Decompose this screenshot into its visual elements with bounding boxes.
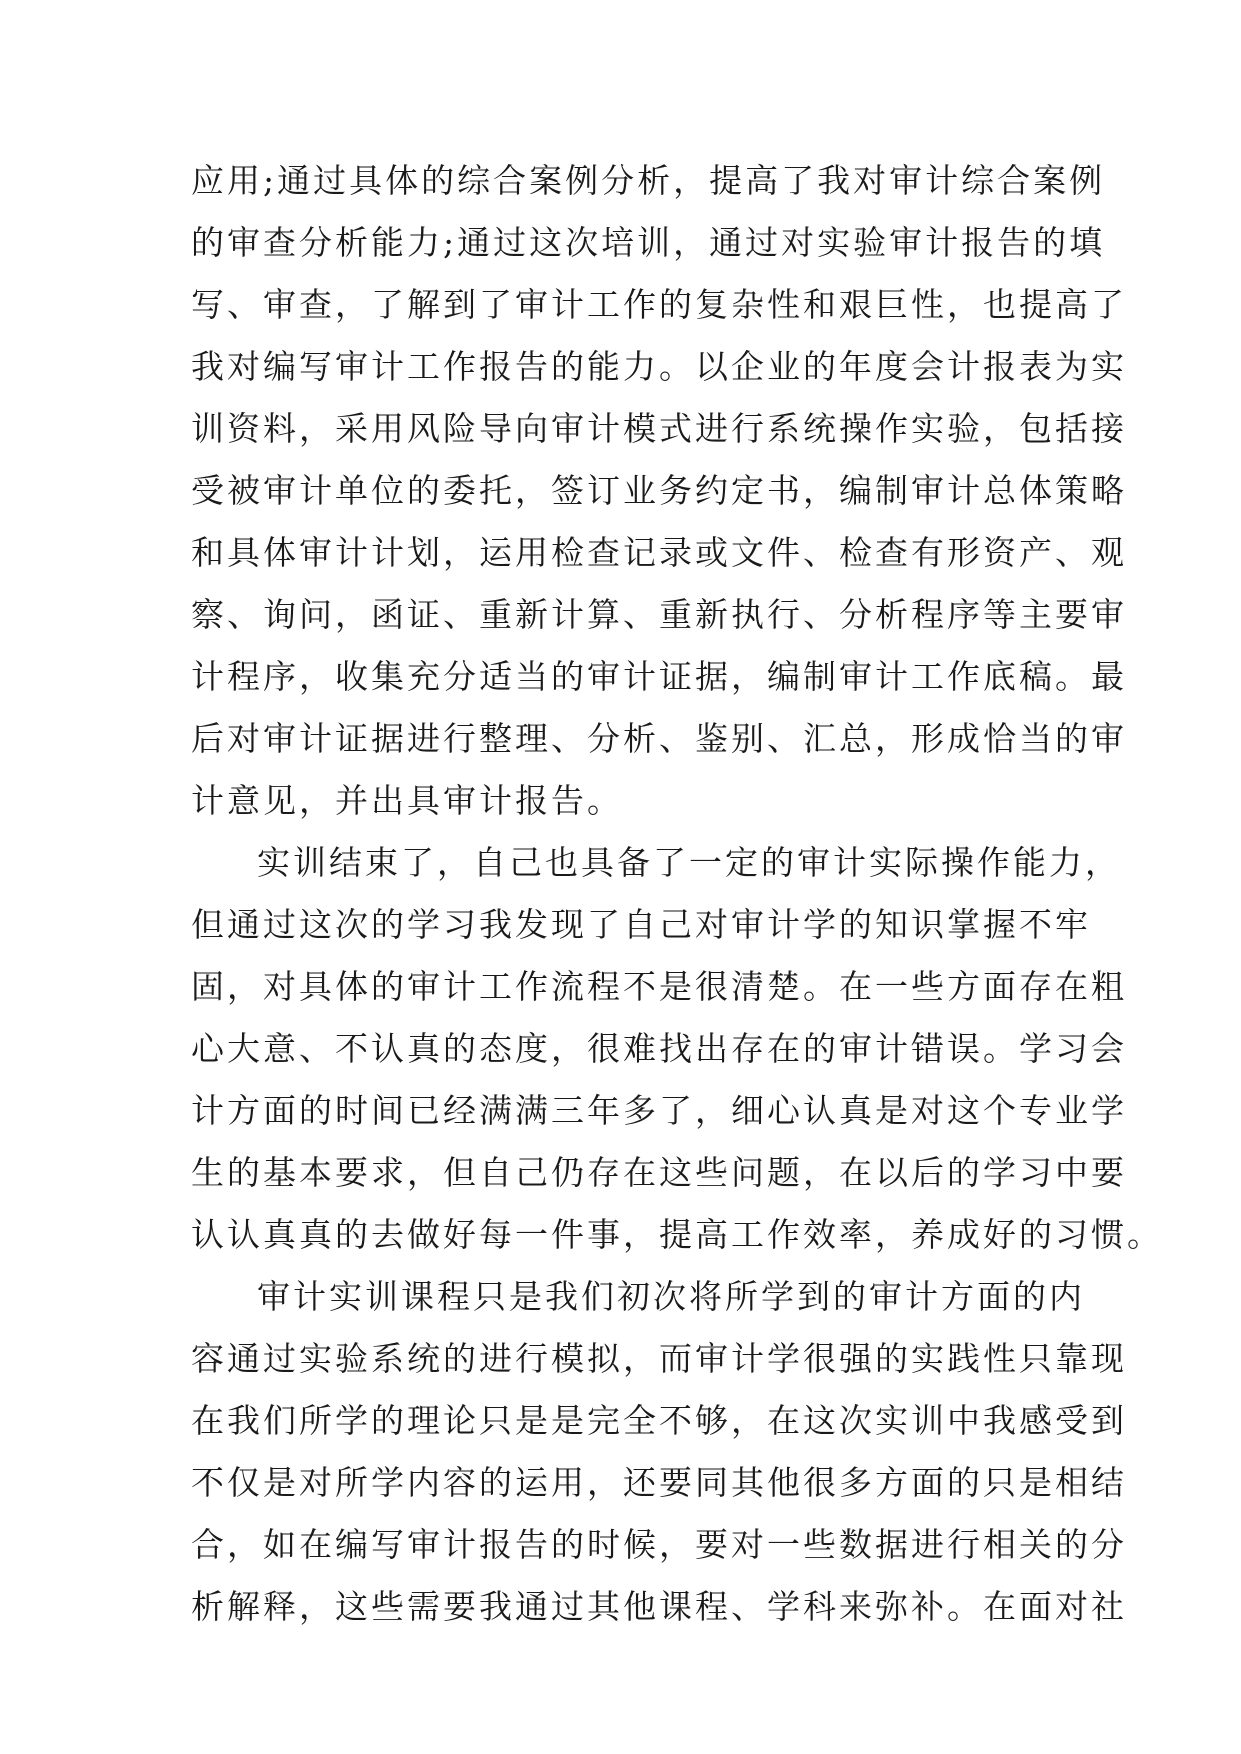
text-line: 实训结束了，自己也具备了一定的审计实际操作能力，: [257, 843, 1121, 882]
text-line: 审计实训课程只是我们初次将所学到的审计方面的内: [257, 1277, 1085, 1316]
text-line: 固，对具体的审计工作流程不是很清楚。在一些方面存在粗: [191, 967, 1127, 1006]
text-line: 后对审计证据进行整理、分析、鉴别、汇总，形成恰当的审: [191, 719, 1127, 758]
text-line: 计意见，并出具审计报告。: [191, 781, 623, 820]
text-line: 写、审查，了解到了审计工作的复杂性和艰巨性，也提高了: [191, 285, 1127, 324]
text-line: 认认真真的去做好每一件事，提高工作效率，养成好的习惯。: [191, 1215, 1163, 1254]
text-line: 析解释，这些需要我通过其他课程、学科来弥补。在面对社: [191, 1587, 1127, 1626]
text-line: 我对编写审计工作报告的能力。以企业的年度会计报表为实: [191, 347, 1127, 386]
text-line: 受被审计单位的委托，签订业务约定书，编制审计总体策略: [191, 471, 1127, 510]
text-line: 察、询问，函证、重新计算、重新执行、分析程序等主要审: [191, 595, 1127, 634]
text-line: 不仅是对所学内容的运用，还要同其他很多方面的只是相结: [191, 1463, 1127, 1502]
text-line: 应用;通过具体的综合案例分析，提高了我对审计综合案例: [191, 161, 1106, 200]
text-line: 训资料，采用风险导向审计模式进行系统操作实验，包括接: [191, 409, 1127, 448]
body-text: [191, 150, 1163, 1638]
text-line: 计方面的时间已经满满三年多了，细心认真是对这个专业学: [191, 1091, 1127, 1130]
text-line: 在我们所学的理论只是是完全不够，在这次实训中我感受到: [191, 1401, 1127, 1440]
text-line: 的审查分析能力;通过这次培训，通过对实验审计报告的填: [191, 223, 1106, 262]
text-line: 但通过这次的学习我发现了自己对审计学的知识掌握不牢: [191, 905, 1091, 944]
text-line: 容通过实验系统的进行模拟，而审计学很强的实践性只靠现: [191, 1339, 1127, 1378]
text-line: 和具体审计计划，运用检查记录或文件、检查有形资产、观: [191, 533, 1127, 572]
text-line: 计程序，收集充分适当的审计证据，编制审计工作底稿。最: [191, 657, 1127, 696]
text-line: 生的基本要求，但自己仍存在这些问题，在以后的学习中要: [191, 1153, 1127, 1192]
text-line: 心大意、不认真的态度，很难找出存在的审计错误。学习会: [191, 1029, 1127, 1068]
text-line: 合，如在编写审计报告的时候，要对一些数据进行相关的分: [191, 1525, 1127, 1564]
